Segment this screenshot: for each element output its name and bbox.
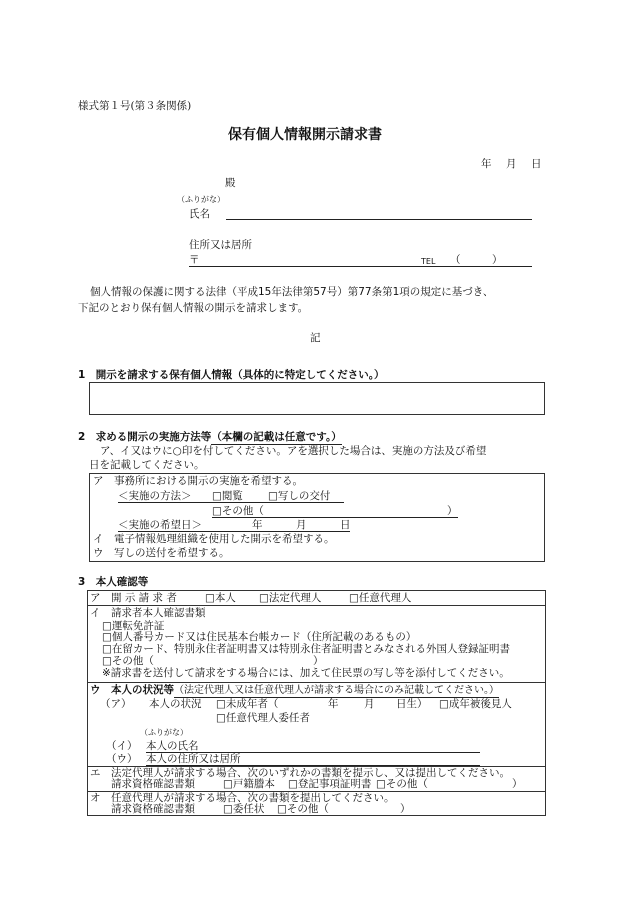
- page-title: 保有個人情報開示請求書: [228, 127, 382, 143]
- doc-residence-card-checkbox[interactable]: □在留カード、特別永住者証明書又は特別永住者証明書とみなされる外国人登録証明書: [102, 643, 510, 655]
- section2-desc-1: ア、イ又はウに○印を付してください。アを選択した場合は、実施の方法及び希望: [100, 445, 487, 457]
- status-furigana-label: （ふりがな）: [140, 728, 188, 737]
- option-u-label[interactable]: ウ 写しの送付を希望する。: [93, 547, 230, 559]
- doc-other-checkbox[interactable]: □その他（: [102, 655, 154, 667]
- status-a-label: 本人の状況: [149, 698, 202, 710]
- principal-address-label: 本人の住所又は居所: [146, 753, 241, 765]
- opt-other-close: ）: [447, 505, 458, 517]
- status-minor-checkbox[interactable]: □未成年者（: [216, 698, 279, 710]
- opt-other-field[interactable]: [212, 517, 458, 518]
- legal-registry-checkbox[interactable]: □登記事項証明書: [288, 778, 372, 790]
- name-furigana-label: （ふりがな）: [177, 195, 225, 204]
- voluntary-proxy-checkbox[interactable]: □委任状: [223, 803, 265, 815]
- status-title-main: ウ 本人の状況等: [90, 684, 174, 696]
- opt-copy-checkbox[interactable]: □写しの交付: [268, 490, 331, 502]
- doc-license-checkbox[interactable]: □運転免許証: [102, 620, 165, 632]
- voluntary-agent-docs-label: 請求資格確認書類: [111, 803, 195, 815]
- hope-date-day: 日: [340, 519, 351, 531]
- principal-name-label: 本人の氏名: [146, 740, 199, 752]
- hope-date-year: 年: [252, 519, 263, 531]
- section2-heading-note: （本欄の記載は任意です。）: [211, 431, 342, 443]
- method-underline: [118, 502, 344, 503]
- requester-legal-checkbox[interactable]: □法定代理人: [259, 592, 322, 604]
- section2-heading-main: 2 求める開示の実施方法等: [78, 431, 212, 443]
- date-day: 日: [531, 158, 542, 170]
- address-label: 住所又は居所: [189, 239, 252, 251]
- status-mandator-checkbox[interactable]: □任意代理人委任者: [216, 712, 310, 724]
- doc-mail-note: ※請求書を送付して請求をする場合には、加えて住民票の写し等を添付してください。: [102, 667, 510, 679]
- status-birth-year: 年: [328, 698, 339, 710]
- section2-heading: [78, 432, 342, 443]
- date-year: 年: [481, 158, 492, 170]
- row-divider: [87, 605, 546, 606]
- method-label: ＜実施の方法＞: [118, 490, 192, 502]
- status-a-marker: （ア）: [100, 698, 132, 710]
- option-i-label[interactable]: イ 電子情報処理組織を使用した開示を希望する。: [93, 533, 335, 545]
- opt-view-checkbox[interactable]: □閲覧: [212, 490, 243, 502]
- tel-label: TEL: [421, 257, 436, 266]
- legal-agent-instruction: エ 法定代理人が請求する場合、次のいずれかの書類を提示し、又は提出してください。: [90, 767, 510, 779]
- doc-mynumber-checkbox[interactable]: □個人番号カード又は住民基本台帳カード（住所記載のあるもの）: [102, 631, 417, 643]
- section3-heading: 3 本人確認等: [78, 576, 149, 588]
- status-b-marker: （イ）: [106, 740, 138, 752]
- status-birth-month: 月: [364, 698, 375, 710]
- hope-date-field[interactable]: [118, 531, 350, 532]
- option-a-label[interactable]: ア 事務所における開示の実施を希望する。: [93, 475, 303, 487]
- status-guardian-checkbox[interactable]: □成年被後見人: [439, 698, 512, 710]
- requester-self-checkbox[interactable]: □本人: [205, 592, 236, 604]
- address-field[interactable]: [189, 266, 532, 267]
- personal-info-field[interactable]: [89, 382, 545, 415]
- name-field[interactable]: [226, 219, 532, 220]
- hope-date-month: 月: [296, 519, 307, 531]
- id-docs-title: イ 請求者本人確認書類: [90, 607, 206, 619]
- date-label: ＜実施の希望日＞: [118, 519, 202, 531]
- requester-type-label: ア 開 示 請 求 者: [90, 592, 177, 604]
- voluntary-agent-instruction: オ 任意代理人が請求する場合、次の書類を提出してください。: [90, 792, 395, 804]
- opt-other-checkbox[interactable]: □その他（: [212, 505, 264, 517]
- form-number: 様式第１号(第３条関係): [78, 100, 192, 112]
- name-label: 氏名: [189, 208, 210, 220]
- row-divider: [87, 682, 546, 683]
- date-month: 月: [506, 158, 517, 170]
- voluntary-other-checkbox[interactable]: □その他（: [277, 803, 329, 815]
- status-title-note: （法定代理人又は任意代理人が請求する場合にのみ記載してください。）: [174, 685, 499, 696]
- legal-other-checkbox[interactable]: □その他（: [376, 778, 428, 790]
- postal-mark: 〒: [189, 254, 200, 266]
- status-c-marker: （ウ）: [106, 753, 138, 765]
- tel-paren: （ ）: [450, 254, 503, 266]
- legal-family-register-checkbox[interactable]: □戸籍謄本: [223, 778, 275, 790]
- doc-other-close: ）: [313, 655, 324, 667]
- intro-line-1: 個人情報の保護に関する法律（平成15年法律第57号）第77条第1項の規定に基づき、: [90, 286, 494, 298]
- status-birth-day: 日生）: [396, 698, 428, 710]
- status-title: [90, 685, 499, 696]
- section2-desc-2: 日を記載してください。: [89, 459, 205, 471]
- legal-agent-docs-label: 請求資格確認書類: [111, 778, 195, 790]
- section1-heading: 1 開示を請求する保有個人情報（具体的に特定してください。）: [78, 369, 385, 381]
- ki-heading: 記: [310, 332, 321, 344]
- requester-voluntary-checkbox[interactable]: □任意代理人: [349, 592, 412, 604]
- intro-line-2: 下記のとおり保有個人情報の開示を請求します。: [78, 302, 309, 314]
- legal-other-close: ）: [512, 778, 523, 790]
- addressee-honorific: 殿: [225, 177, 236, 189]
- voluntary-other-close: ）: [400, 803, 411, 815]
